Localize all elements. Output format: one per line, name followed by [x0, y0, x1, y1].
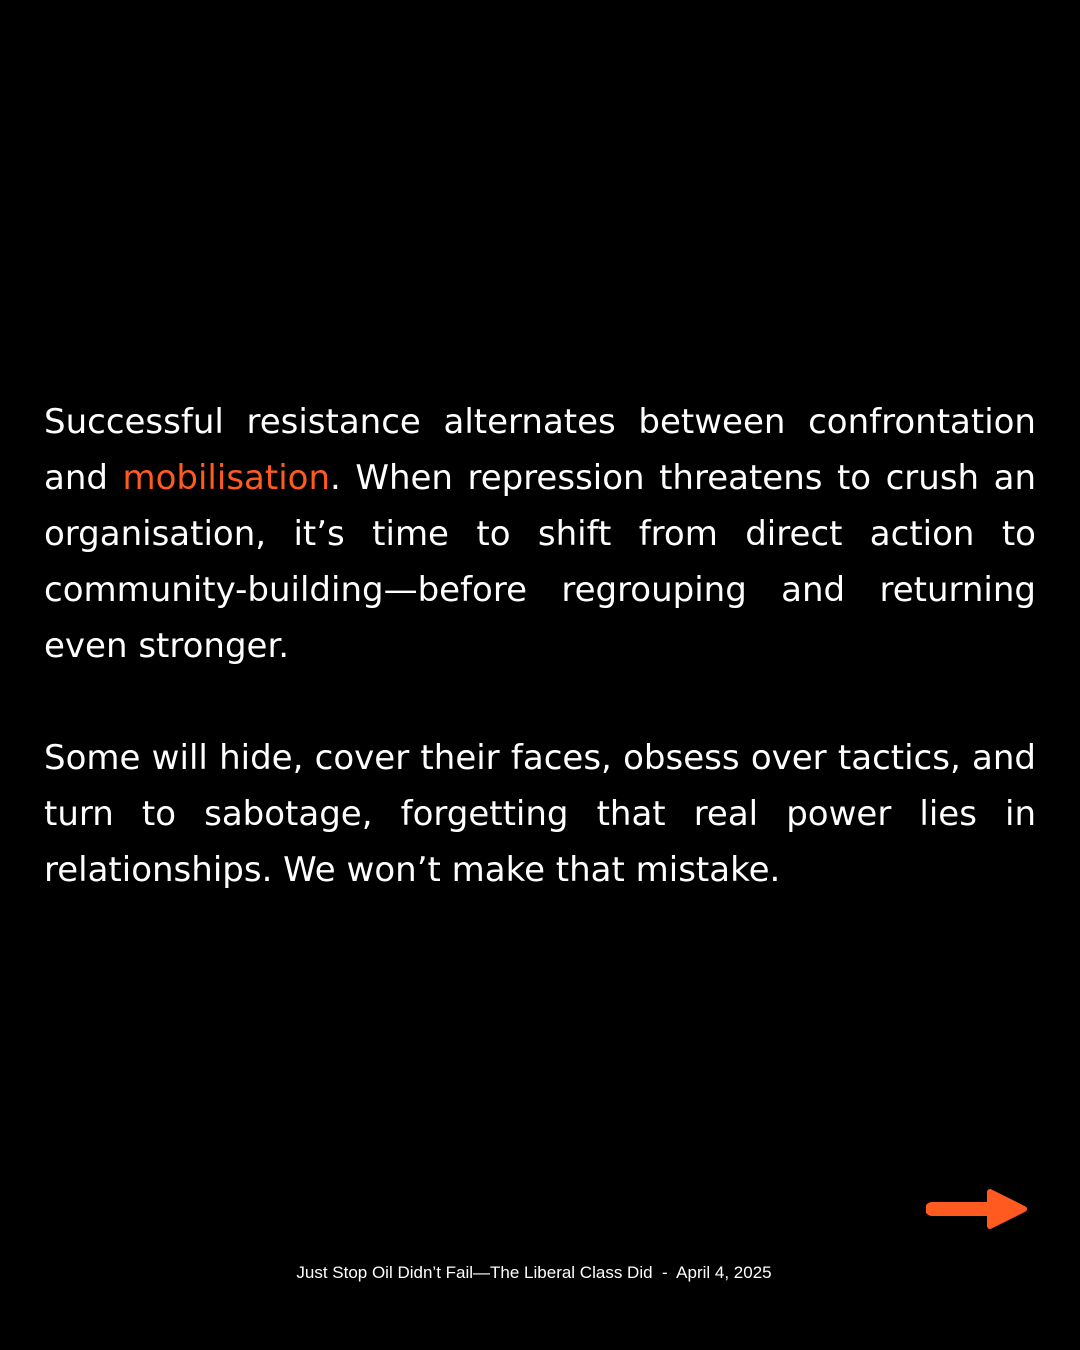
paragraph-1-start: Successful resistance alternates between confrontation and	[44, 402, 1036, 498]
paragraph-1-end: . When repression threatens to crush an organisation, it’s time to shift from direct action to community-building—before regrouping and returning even stronger.	[44, 458, 1036, 666]
body-text	[44, 394, 1036, 898]
highlighted-word: mobilisation	[122, 458, 331, 498]
footer-caption	[0, 1262, 1068, 1284]
footer-title: Just Stop Oil Didn’t Fail—The Liberal Class Did	[296, 1263, 653, 1282]
footer-date: April 4, 2025	[676, 1263, 772, 1282]
arrow-right-icon[interactable]	[926, 1188, 1028, 1230]
paragraph-1	[44, 394, 1036, 674]
arrow-head	[990, 1192, 1024, 1226]
footer-separator: -	[652, 1263, 677, 1282]
paragraph-2: Some will hide, cover their faces, obsess over tactics, and turn to sabotage, forgetting that real power lies in relationships. We won’t make that mistake.	[44, 738, 1036, 890]
